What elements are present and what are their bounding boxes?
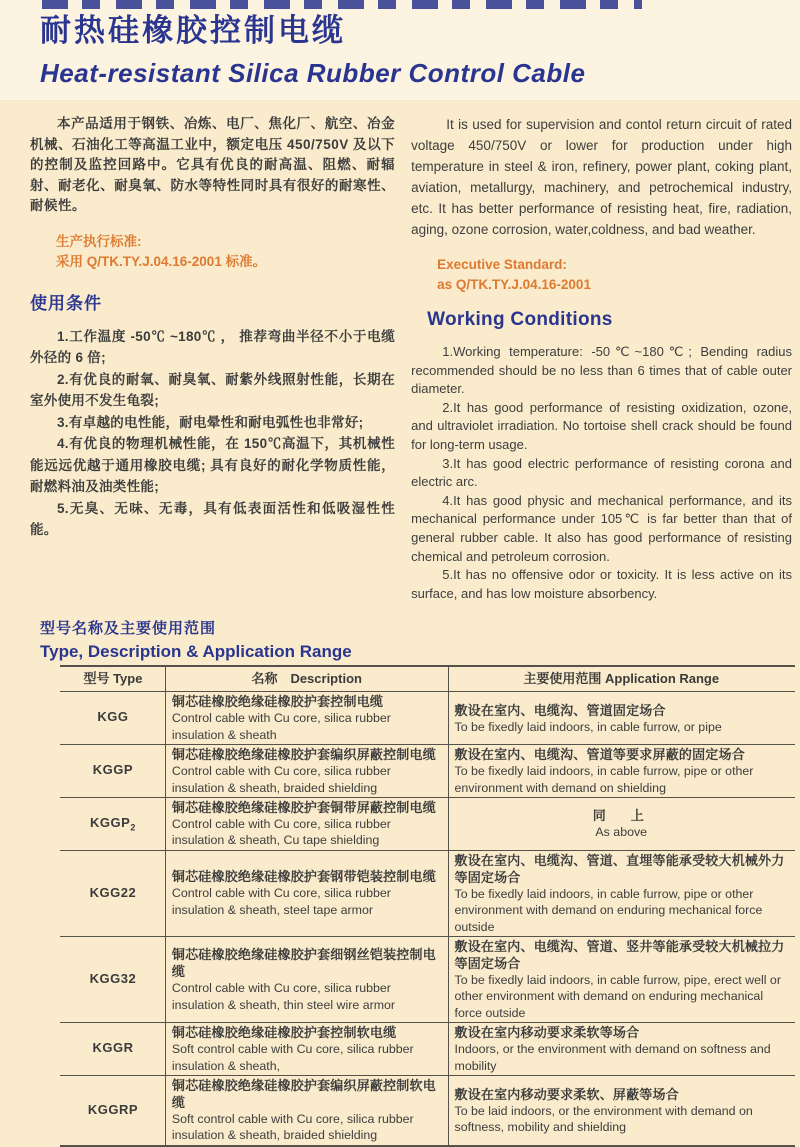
description-en: Soft control cable with Cu core, silica rubber insulation & sheath,: [171, 1042, 414, 1073]
range-cn: 敷设在室内、电缆沟、管道固定场合: [454, 702, 666, 718]
range-en: To be fixedly laid indoors, in cable furrow, pipe, erect well or other environment with demand on enduring mechanical force outside: [454, 972, 781, 1020]
executive-standard-cn: [56, 232, 395, 272]
description-cell: [165, 797, 448, 850]
description-en: Control cable with Cu core, silica rubber insulation & sheath: [171, 711, 391, 742]
executive-standard-en: [437, 255, 792, 295]
conditions-heading-cn: 使用条件: [30, 293, 102, 313]
table-row: [61, 692, 795, 745]
description-cell: [165, 936, 448, 1022]
standard-value-en: as Q/TK.TY.J.04.16-2001: [437, 277, 591, 292]
description-cn: 铜芯硅橡胶绝缘硅橡胶护套控制软电缆: [171, 1025, 397, 1041]
range-cn: 敷设在室内移动要求柔软等场合: [454, 1025, 640, 1041]
standard-label-cn: 生产执行标准:: [56, 233, 142, 249]
range-cn: 敷设在室内、电缆沟、管道、竖井等能承受较大机械拉力等固定场合: [454, 938, 785, 971]
range-en: To be fixedly laid indoors, in cable furrow, pipe or other environment with demand on shielding: [454, 764, 754, 795]
description-en: Control cable with Cu core, silica rubber insulation & sheath, steel tape armor: [171, 886, 391, 917]
condition-item: 1.Working temperature: -50℃~180℃; Bending radius recommended should be no less than 6 times that of cable outer diameter.: [411, 344, 792, 397]
range-cell: [448, 745, 795, 798]
range-cn: 敷设在室内、电缆沟、管道、直埋等能承受较大机械外力等固定场合: [454, 852, 785, 885]
table-row: [61, 797, 795, 850]
condition-item: 2.It has good performance of resisting oxidization, ozone, and ultraviolet irradiation. No tortoise shell crack should be found for long-term usage.: [411, 399, 792, 452]
header-cell-description: 名称 Description: [165, 666, 448, 692]
type-cell: [61, 936, 166, 1022]
intro-paragraph-cn: 本产品适用于钢铁、冶炼、电厂、焦化厂、航空、冶金机械、石油化工等高温工业中，额定电压 450/750V 及以下的控制及监控回路中。它具有优良的耐高温、阻燃、耐辐射、耐老化、耐臭氧、防水等特性同时具有很好的耐寒性、耐候性。: [30, 116, 396, 213]
description-en: Control cable with Cu core, silica rubber insulation & sheath, braided shielding: [171, 764, 391, 795]
description-cn: 铜芯硅橡胶绝缘硅橡胶护套细钢丝铠装控制电缆: [171, 947, 436, 980]
type-description-application-table: [60, 665, 795, 1147]
description-cn: 铜芯硅橡胶绝缘硅橡胶护套铜带屏蔽控制电缆: [171, 799, 436, 815]
range-en: As above: [595, 825, 648, 840]
page-header: [0, 0, 800, 100]
type-cell: [61, 797, 166, 850]
type-cell: [61, 1076, 166, 1146]
type-code: KGG: [97, 709, 129, 725]
description-cn: 铜芯硅橡胶绝缘硅橡胶护套编织屏蔽控制软电缆: [171, 1078, 436, 1110]
table-row: [61, 1076, 795, 1146]
type-cell: [61, 745, 166, 798]
standard-label-en: Executive Standard:: [437, 257, 567, 272]
type-code: KGGRP: [87, 1101, 139, 1117]
table-row: [61, 1023, 795, 1076]
range-cn: 敷设在室内、电缆沟、管道等要求屏蔽的固定场合: [454, 747, 745, 763]
table-row: [61, 850, 795, 936]
intro-and-conditions: [0, 100, 800, 603]
page-title-en: Heat-resistant Silica Rubber Control Cable: [40, 58, 586, 88]
intro-paragraph-en: It is used for supervision and contol return circuit of rated voltage 450/750V or lower for production under high temperature in steel & iron, refinery, power plant, coking plant, aviation, metallurgy, machinery, and petrochemical industry, etc. It has better performance of resisting heat, fire, radiation, aging, ozone corrosion, water,coldness, and bad weather.: [411, 117, 792, 237]
range-en: To be fixedly laid indoors, in cable furrow, pipe or other environment with demand on enduring mechanical force outside: [454, 886, 763, 934]
english-column: [411, 114, 792, 603]
condition-item: 4.有优良的物理机械性能，在 150℃高温下，其机械性能远远优越于通用橡胶电缆; 具有良好的耐化学物质性能，耐燃料油及油类性能;: [30, 436, 396, 494]
header-cell-type: 型号 Type: [61, 666, 166, 692]
range-en: To be fixedly laid indoors, in cable furrow, or pipe: [454, 719, 722, 734]
description-cell: [165, 850, 448, 936]
header-cell-range: 主要使用范围 Application Range: [448, 666, 795, 692]
description-cell: [165, 692, 448, 745]
description-cn: 铜芯硅橡胶绝缘硅橡胶护套钢带铠装控制电缆: [171, 869, 436, 885]
type-code: KGGP: [92, 762, 134, 778]
table-section-title-cn: 型号名称及主要使用范围: [40, 620, 217, 638]
type-cell: [61, 850, 166, 936]
type-cell: [61, 692, 166, 745]
description-cell: [165, 745, 448, 798]
condition-item: 1.工作温度 -50℃ ~180℃ ， 推荐弯曲半径不小于电缆外径的 6 倍;: [30, 328, 396, 365]
range-cn: 敷设在室内移动要求柔软、屏蔽等场合: [454, 1086, 679, 1102]
type-code: KGG32: [89, 970, 137, 986]
condition-item: 3.有卓越的电性能，耐电晕性和耐电弧性也非常好;: [57, 414, 364, 430]
page-title-cn: 耐热硅橡胶控制电缆: [40, 13, 346, 48]
table-section-title-en: Type, Description & Application Range: [40, 642, 352, 662]
condition-item: 5.无臭、无味、无毒，具有低表面活性和低吸湿性性能。: [30, 500, 396, 537]
range-cell: [448, 1076, 795, 1146]
table-header-row: [61, 666, 795, 692]
range-cn: 同 上: [592, 808, 650, 824]
description-en: Soft control cable with Cu core, silica rubber insulation & sheath, braided shielding: [171, 1112, 414, 1143]
table-row: [61, 745, 795, 798]
type-subscript: 2: [130, 822, 136, 833]
conditions-list-en: [411, 343, 792, 603]
range-cell: [448, 1023, 795, 1076]
description-cn: 铜芯硅橡胶绝缘硅橡胶护套控制电缆: [171, 694, 384, 710]
range-en: To be laid indoors, or the environment with demand on softness, mobility and shielding: [454, 1103, 753, 1134]
standard-value-cn: 采用 Q/TK.TY.J.04.16-2001 标准。: [56, 253, 267, 269]
range-en: Indoors, or the environment with demand on softness and mobility: [454, 1042, 771, 1073]
type-code: KGGP: [90, 815, 131, 831]
description-cn: 铜芯硅橡胶绝缘硅橡胶护套编织屏蔽控制电缆: [171, 747, 436, 763]
description-en: Control cable with Cu core, silica rubber insulation & sheath, thin steel wire armor: [171, 981, 396, 1012]
conditions-list-cn: [30, 326, 395, 541]
chinese-column: [30, 114, 395, 603]
conditions-heading-en: Working Conditions: [427, 309, 613, 330]
range-cell: [448, 936, 795, 1022]
condition-item: 3.It has good electric performance of resisting corona and electric arc.: [411, 455, 792, 490]
table-row: [61, 936, 795, 1022]
type-code: KGG22: [89, 884, 137, 900]
description-cell: [165, 1076, 448, 1146]
cropped-title-fragment: [42, 0, 642, 9]
type-cell: [61, 1023, 166, 1076]
condition-item: 2.有优良的耐氧、耐臭氧、耐紫外线照射性能，长期在室外使用不发生龟裂;: [30, 371, 396, 408]
type-code: KGGR: [92, 1040, 134, 1056]
range-cell: [448, 850, 795, 936]
description-cell: [165, 1023, 448, 1076]
range-cell: [448, 692, 795, 745]
condition-item: 4.It has good physic and mechanical performance, and its mechanical performance under 105℃ is far better than that of general rubber cable. It also has good performance of resisting chemical and petroleum corrosion.: [411, 492, 792, 564]
description-en: Control cable with Cu core, silica rubber insulation & sheath, Cu tape shielding: [171, 816, 391, 848]
condition-item: 5.It has no offensive odor or toxicity. It is less active on its surface, and has low moisture absorbency.: [411, 567, 792, 601]
range-cell: [448, 797, 795, 850]
